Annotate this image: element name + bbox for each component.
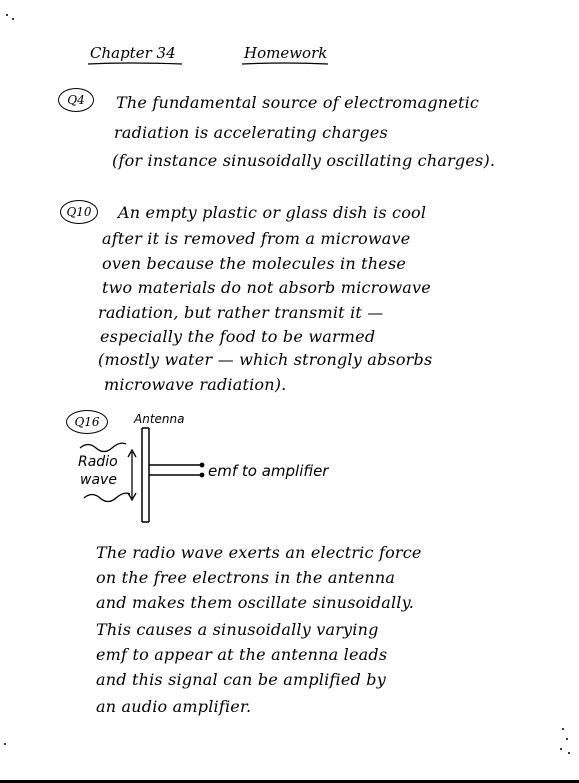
q4-line-2: radiation is accelerating charges bbox=[114, 123, 388, 142]
q10-line-7: (mostly water — which strongly absorbs bbox=[98, 350, 433, 369]
q10-line-5: radiation, but rather transmit it — bbox=[98, 303, 384, 322]
q16-line-2: on the free electrons in the antenna bbox=[96, 568, 396, 587]
q16-line-1: The radio wave exerts an electric force bbox=[96, 543, 422, 562]
q4-line-1: The fundamental source of electromagnetic bbox=[116, 93, 480, 112]
scan-speck bbox=[12, 18, 14, 20]
antenna-label: Antenna bbox=[134, 412, 185, 426]
lead-terminal-bottom bbox=[200, 473, 205, 478]
wave-label: wave bbox=[80, 472, 117, 488]
question-label-q10: Q10 bbox=[60, 200, 98, 224]
radio-label: Radio bbox=[78, 454, 118, 470]
homework-heading: Homework bbox=[244, 44, 328, 62]
q10-line-1: An empty plastic or glass dish is cool bbox=[118, 203, 427, 222]
scan-speck bbox=[560, 748, 562, 750]
scan-speck bbox=[4, 743, 6, 745]
wave-squiggle-top bbox=[80, 443, 126, 451]
emf-label: emf to amplifier bbox=[208, 462, 329, 480]
scan-speck bbox=[6, 14, 8, 16]
scan-speck bbox=[562, 728, 564, 730]
q10-line-3: oven because the molecules in these bbox=[102, 254, 407, 273]
q16-line-7: an audio amplifier. bbox=[96, 697, 252, 716]
wave-squiggle-bottom bbox=[84, 493, 130, 501]
q16-line-3: and makes them oscillate sinusoidally. bbox=[96, 593, 414, 612]
q16-line-5: emf to appear at the antenna leads bbox=[96, 645, 388, 664]
q10-line-4: two materials do not absorb microwave bbox=[102, 278, 431, 297]
question-label-q4: Q4 bbox=[58, 88, 94, 112]
question-label-q16: Q16 bbox=[66, 410, 108, 434]
scan-speck bbox=[566, 738, 568, 740]
chapter-heading: Chapter 34 bbox=[90, 44, 176, 62]
q16-line-4: This causes a sinusoidally varying bbox=[96, 620, 379, 639]
q16-line-6: and this signal can be amplified by bbox=[96, 670, 386, 689]
q10-line-8: microwave radiation). bbox=[104, 375, 287, 394]
q4-line-3: (for instance sinusoidally oscillating charges). bbox=[112, 151, 496, 170]
scan-speck bbox=[568, 752, 570, 754]
q10-line-2: after it is removed from a microwave bbox=[102, 229, 411, 248]
lead-terminal-top bbox=[200, 463, 205, 468]
q10-line-6: especially the food to be warmed bbox=[100, 327, 376, 346]
